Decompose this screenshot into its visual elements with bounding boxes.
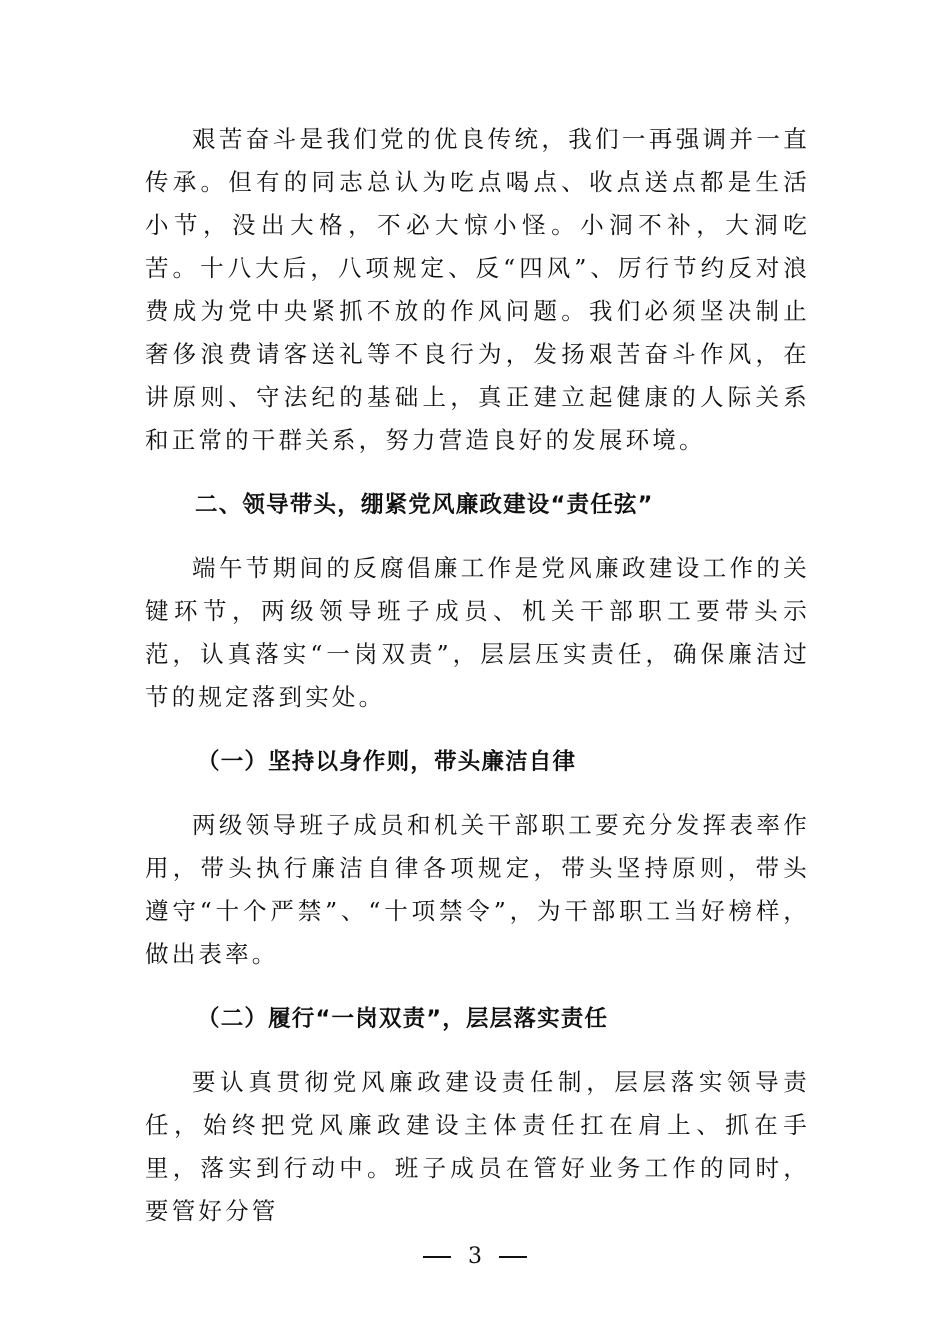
body-paragraph: 两级领导班子成员和机关干部职工要充分发挥表率作用，带头执行廉洁自律各项规定，带头坚持原则，带头遵守“十个严禁”、“十项禁令”，为干部职工当好榜样，做出表率。 — [145, 811, 810, 968]
body-paragraph: 艰苦奋斗是我们党的优良传统，我们一再强调并一直传承。但有的同志总认为吃点喝点、收点送点都是生活小节，没出大格，不必大惊小怪。小洞不补，大洞吃苦。十八大后，八项规定、反“四风”、厉行节约反对浪费成为党中央紧抓不放的作风问题。我们必须坚决制止奢侈浪费请客送礼等不良行为，发扬艰苦奋斗作风，在讲原则、守法纪的基础上，真正建立起健康的人际关系和正常的干群关系，努力营造良好的发展环境。 — [145, 125, 810, 454]
section-heading: 二、领导带头，绷紧党风廉政建设“责任弦” — [195, 492, 654, 518]
document-body — [145, 118, 810, 1233]
footer-dash-left — [423, 1256, 451, 1257]
subsection-heading: （一）坚持以身作则，带头廉洁自律 — [197, 749, 577, 775]
subsection-heading: （二）履行“一岗双责”，层层落实责任 — [197, 1006, 609, 1032]
footer-dash-right — [499, 1256, 527, 1257]
body-paragraph: 端午节期间的反腐倡廉工作是党风廉政建设工作的关键环节，两级领导班子成员、机关干部职工要带头示范，认真落实“一岗双责”，层层压实责任，确保廉洁过节的规定落到实处。 — [145, 554, 810, 711]
page-number: 3 — [468, 1244, 482, 1269]
page-footer — [0, 1244, 950, 1269]
body-paragraph: 要认真贯彻党风廉政建设责任制，层层落实领导责任，始终把党风廉政建设主体责任扛在肩上、抓在手里，落实到行动中。班子成员在管好业务工作的同时，要管好分管 — [145, 1068, 810, 1225]
